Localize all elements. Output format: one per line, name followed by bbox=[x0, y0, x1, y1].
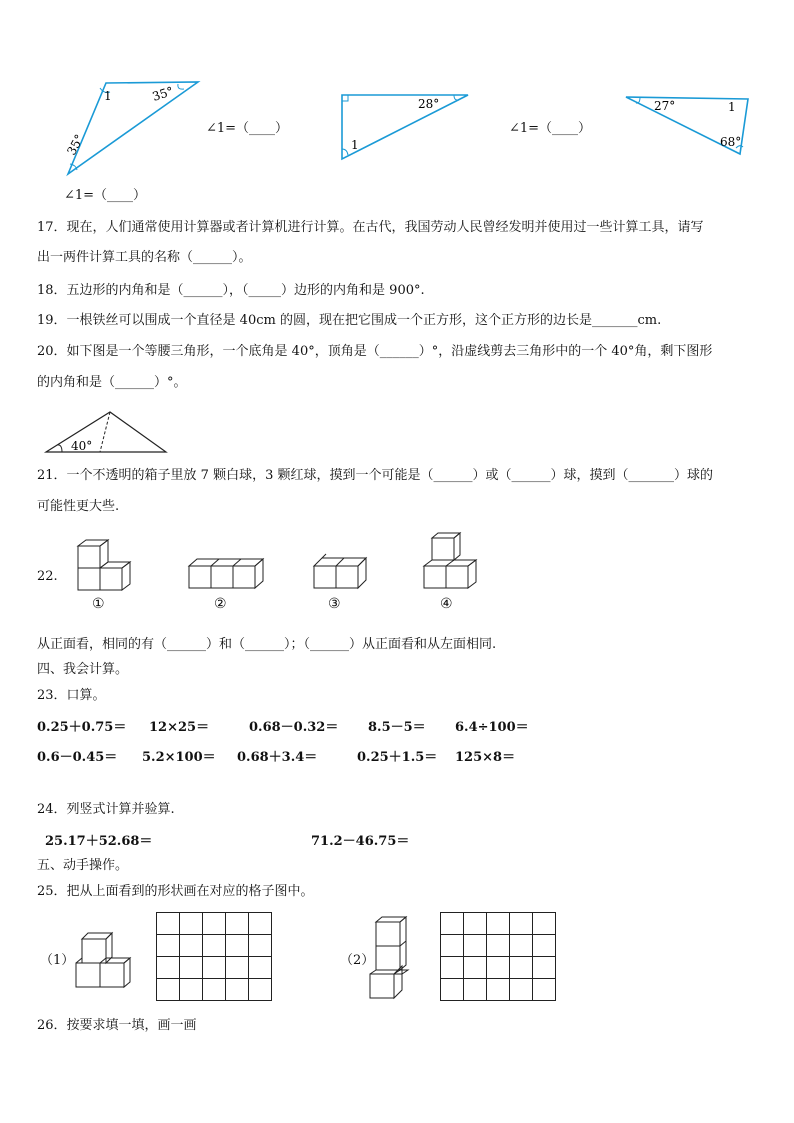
q21-line-1: 21．一个不透明的箱子里放 7 颗白球，3 颗红球，摸到一个可能是（______）或（______）球，摸到（_______）球的 bbox=[37, 468, 713, 483]
q26-text: 26．按要求填一填，画一画 bbox=[37, 1018, 197, 1033]
q23-r2-c1: 0.6－0.45＝ bbox=[37, 750, 118, 765]
isosceles-triangle-figure bbox=[40, 406, 172, 456]
q25-grid-2[interactable] bbox=[440, 912, 556, 1001]
q22-label-4: ④ bbox=[440, 596, 453, 612]
tri3-angle-68: 68° bbox=[720, 135, 742, 149]
q23-r2-c4: 0.25＋1.5＝ bbox=[357, 750, 438, 765]
tri2-label-1: 1 bbox=[351, 138, 359, 152]
triangle-figure-1 bbox=[60, 76, 205, 180]
q21-line-2: 可能性更大些. bbox=[37, 499, 120, 514]
q25-part-1-label: （1） bbox=[40, 953, 75, 968]
q25-cubes-figure-2 bbox=[364, 912, 416, 1004]
triangle-figure-3 bbox=[622, 92, 756, 160]
q20-line-1: 20．如下图是一个等腰三角形，一个底角是 40°，顶角是（______）°，沿虚线剪去三角形中的一个 40°角，剩下图形 bbox=[37, 344, 713, 359]
cubes-figure-2 bbox=[186, 552, 276, 594]
cubes-figure-3 bbox=[312, 550, 376, 594]
q24-item-2: 71.2－46.75＝ bbox=[311, 834, 410, 849]
triangle-figure-2 bbox=[338, 91, 472, 163]
q22-label-1: ① bbox=[92, 596, 105, 612]
tri3-label-1: 1 bbox=[728, 100, 736, 114]
q23-r1-c2: 12×25＝ bbox=[149, 720, 210, 735]
q17-line-1: 17．现在，人们通常使用计算器或者计算机进行计算。在古代，我国劳动人民曾经发明并使用过一些计算工具，请写 bbox=[37, 220, 704, 235]
q23-r2-c2: 5.2×100＝ bbox=[142, 750, 216, 765]
q23-title: 23．口算。 bbox=[37, 688, 106, 703]
section-4-heading: 四、我会计算。 bbox=[37, 662, 129, 677]
q16-blank-c[interactable]: ∠1=（____） bbox=[509, 121, 592, 136]
q23-r1-c3: 0.68－0.32＝ bbox=[249, 720, 339, 735]
q25-cubes-figure-1 bbox=[72, 926, 134, 992]
q23-r1-c5: 6.4÷100＝ bbox=[455, 720, 529, 735]
q25-part-2-label: （2） bbox=[340, 953, 375, 968]
q23-r2-c3: 0.68＋3.4＝ bbox=[237, 750, 318, 765]
q16-blank-b[interactable]: ∠1=（____） bbox=[206, 121, 289, 136]
q17-line-2: 出一两件计算工具的名称（______）。 bbox=[37, 250, 252, 265]
cubes-figure-4 bbox=[420, 530, 486, 596]
q25-title: 25．把从上面看到的形状画在对应的格子图中。 bbox=[37, 884, 314, 899]
q23-r1-c4: 8.5－5＝ bbox=[368, 720, 426, 735]
tri1-label-1: 1 bbox=[104, 89, 112, 103]
section-5-heading: 五、动手操作。 bbox=[37, 858, 129, 873]
tri1-angle-35-top: 35° bbox=[150, 83, 176, 104]
q23-r1-c1: 0.25＋0.75＝ bbox=[37, 720, 127, 735]
q25-grid-1[interactable] bbox=[156, 912, 272, 1001]
q22-label-2: ② bbox=[214, 596, 227, 612]
tri1-angle-35-bottom: 35° bbox=[64, 132, 87, 158]
q19-text: 19．一根铁丝可以围成一个直径是 40cm 的圆，现在把它围成一个正方形，这个正方形的边长是_______cm. bbox=[37, 313, 662, 328]
q24-item-1: 25.17＋52.68＝ bbox=[45, 834, 153, 849]
q22-number: 22. bbox=[37, 569, 58, 584]
q18-text: 18．五边形的内角和是（______），（_____）边形的内角和是 900°. bbox=[37, 283, 425, 298]
q16-blank-a[interactable]: ∠1=（____） bbox=[64, 188, 147, 203]
q22-text: 从正面看，相同的有（______）和（______）；（______）从正面看和从左面相同. bbox=[37, 637, 497, 652]
q22-label-3: ③ bbox=[328, 596, 341, 612]
q23-r2-c5: 125×8＝ bbox=[455, 750, 516, 765]
q24-title: 24．列竖式计算并验算. bbox=[37, 802, 175, 817]
q20-line-2: 的内角和是（______）°。 bbox=[37, 375, 187, 390]
cubes-figure-1 bbox=[72, 536, 142, 596]
tri2-angle-28: 28° bbox=[418, 97, 440, 111]
q20-angle-40: 40° bbox=[71, 439, 93, 453]
tri3-angle-27: 27° bbox=[654, 99, 676, 113]
